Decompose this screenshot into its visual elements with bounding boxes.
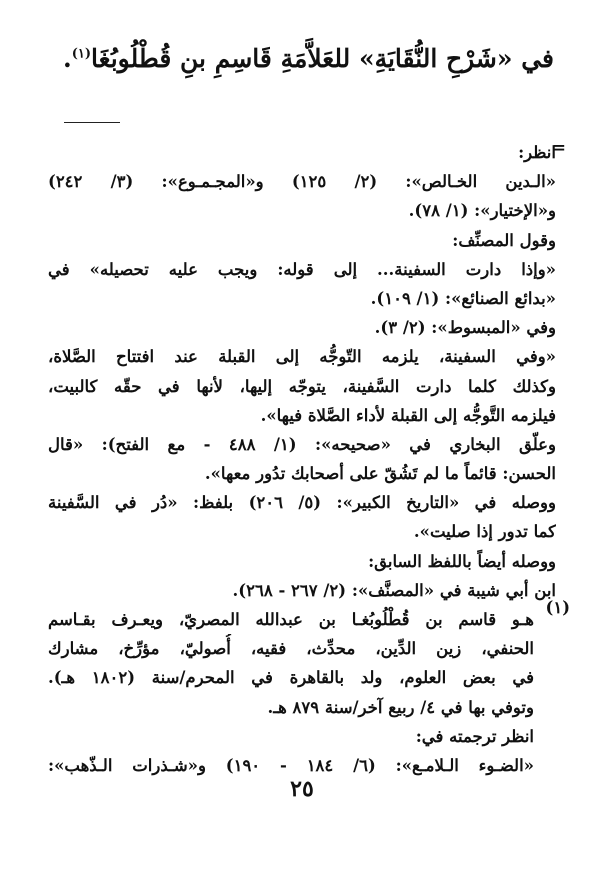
text-line: كما تدور إذا صليت».	[413, 522, 556, 542]
title-footnote-marker: (١)	[71, 46, 92, 62]
continuation-marker: =	[552, 138, 566, 157]
text-line: ووصله في «التاريخ الكبير»: (٥/ ٢٠٦) بلفظ: «دُر في السَّفينة	[48, 493, 556, 513]
footnote-separator-rule	[64, 122, 120, 123]
footnote-marker: (١)	[545, 598, 570, 617]
footnote-continuation	[48, 138, 556, 780]
text-line: وفي «المبسوط»: (٢/ ٣).	[374, 318, 556, 338]
text-line: «الـدين الخـالص»: (٢/ ١٢٥) و«المجـمـوع»: (٣/ ٢٤٢)	[48, 172, 556, 192]
footnote-line: في بعض العلوم، ولد بالقاهرة في المحرم/سنة (١٨٠٢ هـ).	[48, 668, 534, 688]
text-line: انظر:	[518, 143, 556, 162]
page-title: في «شَرْحِ النُّقَايَةِ» للعَلاَّمَةِ قَاسِمِ بنِ قُطْلُوبُغَا$^{(١)}$.	[63, 44, 554, 73]
footnote-line: وتوفي بها في ٤/ ربيع آخر/سنة ٨٧٩ هـ.	[267, 697, 534, 717]
text-line: وقول المصنِّف:	[452, 230, 556, 250]
text-line: ووصله أيضاً باللفظ السابق:	[368, 551, 556, 571]
footnote-line: انظر ترجمته في:	[415, 726, 534, 746]
text-line: «وإذا دارت السفينة... إلى قوله: ويجب عليه تحصيله» في	[48, 259, 556, 279]
footnote-line: هـو قاسم بن قُطْلُوبُغـا بن عبدالله المصريّ، ويعـرف بقـاسم	[48, 610, 534, 629]
footnote-line: «الضـوء الـلامـع»: (٦/ ١٨٤ - ١٩٠) و«شـذرات الـذّهب»:	[48, 755, 534, 775]
text-line: وكذلك كلما دارت السَّفينة، يتوجّه إليها، لأنها في حقّه كالبيت،	[48, 376, 556, 396]
footnote-1	[48, 605, 556, 780]
text-line: «وفي السفينة، يلزمه التّوجُّه إلى القبلة عند افتتاح الصَّلاة،	[48, 347, 556, 367]
title-text: في «شَرْحِ النُّقَايَةِ» للعَلاَّمَةِ قَاسِمِ بنِ قُطْلُوبُغَا	[91, 44, 554, 73]
text-line: وعلّق البخاري في «صحيحه»: (١/ ٤٨٨ - مع الفتح): «قال	[48, 434, 556, 454]
text-line: «بدائع الصنائع»: (١/ ١٠٩).	[370, 288, 556, 308]
page-number: ٢٥	[290, 776, 314, 802]
footnote-line: الحنفي، زين الدِّين، محدِّث، فقيه، أُصوليّ، مؤرِّخ، مشارك	[48, 639, 534, 659]
text-line: فيلزمه التَّوجُّه إلى القبلة لأداء الصَّلاة فيها».	[260, 405, 556, 425]
text-line: الحسن: قائماً ما لم تَشُقّ على أصحابك تدُور معها».	[204, 464, 556, 484]
text-line: و«الإختيار»: (١/ ٧٨).	[408, 201, 556, 221]
text-line: ابن أبي شيبة في «المصنَّف»: (٢/ ٢٦٧ - ٢٦٨).	[232, 580, 556, 600]
